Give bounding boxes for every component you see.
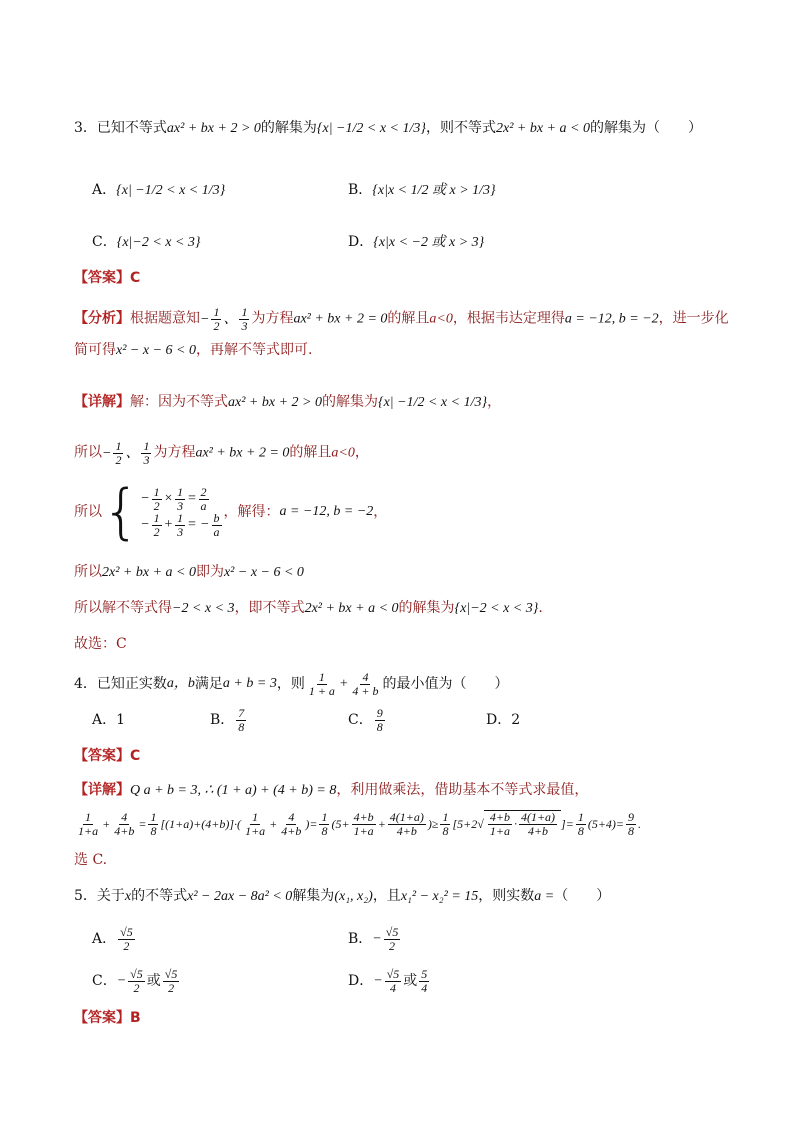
option-fraction: − $\frac{√5}{2}$ [116,966,143,995]
detail-cond: a<0 [331,445,355,461]
detail-text: 为方程 [153,444,196,461]
detail-ineq: 2x² + bx + a < 0 [102,565,196,580]
answer-value: C [130,270,141,286]
detail-text: ， [373,504,388,520]
detail-ineq: ax² + bx + 2 > 0 [228,395,322,410]
q4-option-b[interactable] [210,704,248,736]
option-label: C． [92,234,117,250]
detail-text: 的解集为 [321,394,378,410]
q4-detail-line2: $\frac{1}{1+a}$ + $\frac{4}{4+b}$ = $\frac{1}{8}$ [(1+a)+(4+b)]·( $\frac{1}{1+a}$ + $\frac{4}{4+b}$ )= $\frac{1}{8}$ (5+ $\frac{4+b}{1+a}$ + $\frac{4(1+a)}{4+b}$ )≥ $\frac{1}{8}$ [5+2√ $\frac{4+b}{1+a}$ · $\frac{4(1+a)}{4+b}$ ]= $\frac{1}{8}$ (5+4)= $\frac{9}{8}$ . [78,809,642,838]
option-text: {x|−2 < x < 3} [116,235,201,250]
detail-eq: Q a + b = 3, ∴ (1 + a) + (4 + b) = 8 [130,783,337,798]
q5-stem-text: ，则实数 [478,888,535,904]
analysis-text: 简可得 [74,342,116,358]
q5-stem-text: 解集为 [292,888,335,904]
detail-text: ， [487,394,502,410]
option-text: D．2 [486,712,521,728]
detail-ineq: −2 < x < 3 [172,601,235,616]
q3-detail-line5 [74,598,543,619]
option-text: A．1 [92,712,126,728]
q4-answer [74,746,140,766]
q5-answer [74,1008,141,1028]
q4-stem-text: 4．已知正实数 [74,676,167,692]
q4-detail-line1 [74,780,588,801]
q3-option-d[interactable] [348,232,484,253]
q3-analysis-line1 [74,306,729,333]
analysis-label: 【分析】 [74,310,130,327]
vieta-system: − $\frac{1}{2}$ × $\frac{1}{3}$ = $\frac{2}{a}$ − $\frac{1}{2}$ + $\frac{1}{3}$ = − $\frac{b}{a}$ [140,484,220,539]
option-fraction: $\frac{√5}{2}$ [164,966,178,995]
q5-option-c[interactable] [92,964,181,998]
choose-text: 选 C. [74,852,108,868]
option-label: B． [210,712,235,728]
option-label: A． [92,931,117,947]
detail-text: ，即不等式 [234,600,305,616]
q3-option-b[interactable] [348,180,496,201]
q3-stem [74,118,702,139]
q5-stem-var: a = [534,889,555,904]
q3-stem-set: {x| −1/2 < x < 1/3} [316,121,426,136]
analysis-result: a = −12, b = −2 [564,311,659,327]
analysis-text: 为方程 [251,310,294,327]
q5-stem-cond: x₁² − x₂² = 15 [400,889,479,904]
analysis-ineq: x² − x − 6 < 0 [116,343,196,358]
q4-option-c[interactable] [348,704,387,736]
q5-stem-text: 的不等式 [131,888,188,904]
q3-detail-line4 [74,562,304,583]
answer-label: 【答案】 [74,748,130,764]
answer-label: 【答案】 [74,270,130,286]
detail-text: 的解集为 [398,600,455,616]
analysis-eq: ax² + bx + 2 = 0 [293,311,388,327]
detail-text: 所以解不等式得 [74,600,172,616]
q5-stem-interval: (x₁, x₂) [334,889,373,904]
q4-stem-text: 的最小值为（ ） [382,676,509,692]
option-text: {x|x < 1/2 或 x > 1/3} [372,183,496,198]
q4-stem-text: 满足 [194,676,223,692]
option-label: D． [348,234,374,250]
option-fraction: $\frac{5}{4}$ [421,966,428,995]
q4-stem-cond: a + b = 3 [222,676,277,691]
analysis-text: ，再解不等式即可. [195,342,313,358]
q4-stem-expr: $\frac{1}{1 + a}$ + $\frac{4}{4 + b}$ [308,669,379,698]
detail-set: {x| −1/2 < x < 1/3} [377,395,488,410]
q4-choose [74,850,107,870]
q5-stem [74,886,610,907]
q3-stem-text: 3．已知不等式 [74,120,167,136]
answer-label: 【答案】 [74,1010,130,1026]
detail-text: 即为 [195,564,224,580]
detail-ineq: x² − x − 6 < 0 [223,565,304,580]
q4-option-a[interactable] [92,710,125,730]
answer-value: B [130,1010,141,1026]
q5-stem-text: （ ） [554,888,611,904]
detail-text: ，利用做乘法，借助基本不等式求最值， [336,782,589,798]
detail-text: 所以 [74,444,102,461]
option-fraction: − $\frac{√5}{2}$ [372,924,399,953]
detail-label: 【详解】 [74,394,130,410]
q5-stem-var: x [124,889,132,904]
option-label: C． [92,973,117,989]
q3-answer [74,268,140,288]
detail-text: 所以 [74,504,102,520]
q3-stem-ineq2: 2x² + bx + a < 0 [496,121,590,136]
q4-stem [74,668,509,700]
detail-label: 【详解】 [74,782,130,798]
q3-stem-ineq1: ax² + bx + 2 > 0 [166,121,261,136]
q3-stem-text2: 的解集为 [260,120,317,136]
or-text: 或 [403,973,418,989]
detail-text: 解：因为不等式 [130,394,228,410]
detail-eq: ax² + bx + 2 = 0 [195,445,290,461]
option-fraction: $\frac{√5}{2}$ [120,924,133,953]
detail-text: 所以 [74,564,102,580]
q3-option-c[interactable] [92,232,201,253]
option-label: D． [348,973,374,989]
q5-option-a[interactable] [92,922,137,956]
detail-ineq: 2x² + bx + a < 0 [304,601,399,616]
option-fraction: − $\frac{√5}{4}$ [373,966,400,995]
q5-option-d[interactable] [348,964,431,998]
q5-option-b[interactable] [348,922,402,956]
system-brace: { [102,477,141,547]
option-text: {x| −1/2 < x < 1/3} [116,183,226,198]
analysis-text: 的解且 [387,310,430,327]
q4-stem-text: ，则 [276,676,305,692]
q3-detail-line2 [74,440,369,467]
option-label: B． [348,182,373,198]
option-fraction: $\frac{9}{8}$ [376,705,383,734]
choose-text: 故选：C [74,636,127,652]
q3-stem-text4: 的解集为（ ） [589,120,702,136]
detail-text: ，解得： [223,504,280,520]
detail-set: {x|−2 < x < 3} [454,601,539,616]
detail-text: 的解且 [289,444,332,461]
or-text: 或 [146,973,161,989]
detail-text: ， [354,444,369,461]
q3-option-a[interactable] [92,180,225,201]
answer-value: C [130,748,141,764]
q5-stem-text: ，且 [372,888,401,904]
analysis-text: 根据题意知 [130,310,200,327]
q4-option-d[interactable] [486,710,520,730]
analysis-text: ，进一步化 [658,310,729,327]
roots-text: − $\frac{1}{2}$ 、 $\frac{1}{3}$ [102,439,150,467]
analysis-cond: a<0 [429,311,453,327]
detail-result: a = −12, b = −2 [279,504,374,519]
option-fraction: $\frac{7}{8}$ [238,705,245,734]
q4-stem-vars: a，b [166,676,195,691]
q3-choose [74,634,127,654]
option-label: C． [348,712,373,728]
q3-analysis-line2 [74,340,312,361]
option-label: A． [92,182,117,198]
q5-stem-ineq: x² − 2ax − 8a² < 0 [187,889,293,904]
option-label: B． [348,931,373,947]
q3-detail-line1 [74,392,501,413]
option-text: {x|x < −2 或 x > 3} [373,235,485,250]
roots-text: − $\frac{1}{2}$ 、 $\frac{1}{3}$ [200,305,248,333]
q3-detail-line3 [74,474,387,550]
analysis-text: ，根据韦达定理得 [452,310,565,327]
detail-text: . [538,600,543,616]
q3-stem-text3: ，则不等式 [426,120,496,136]
q5-stem-text: 5．关于 [74,888,125,904]
